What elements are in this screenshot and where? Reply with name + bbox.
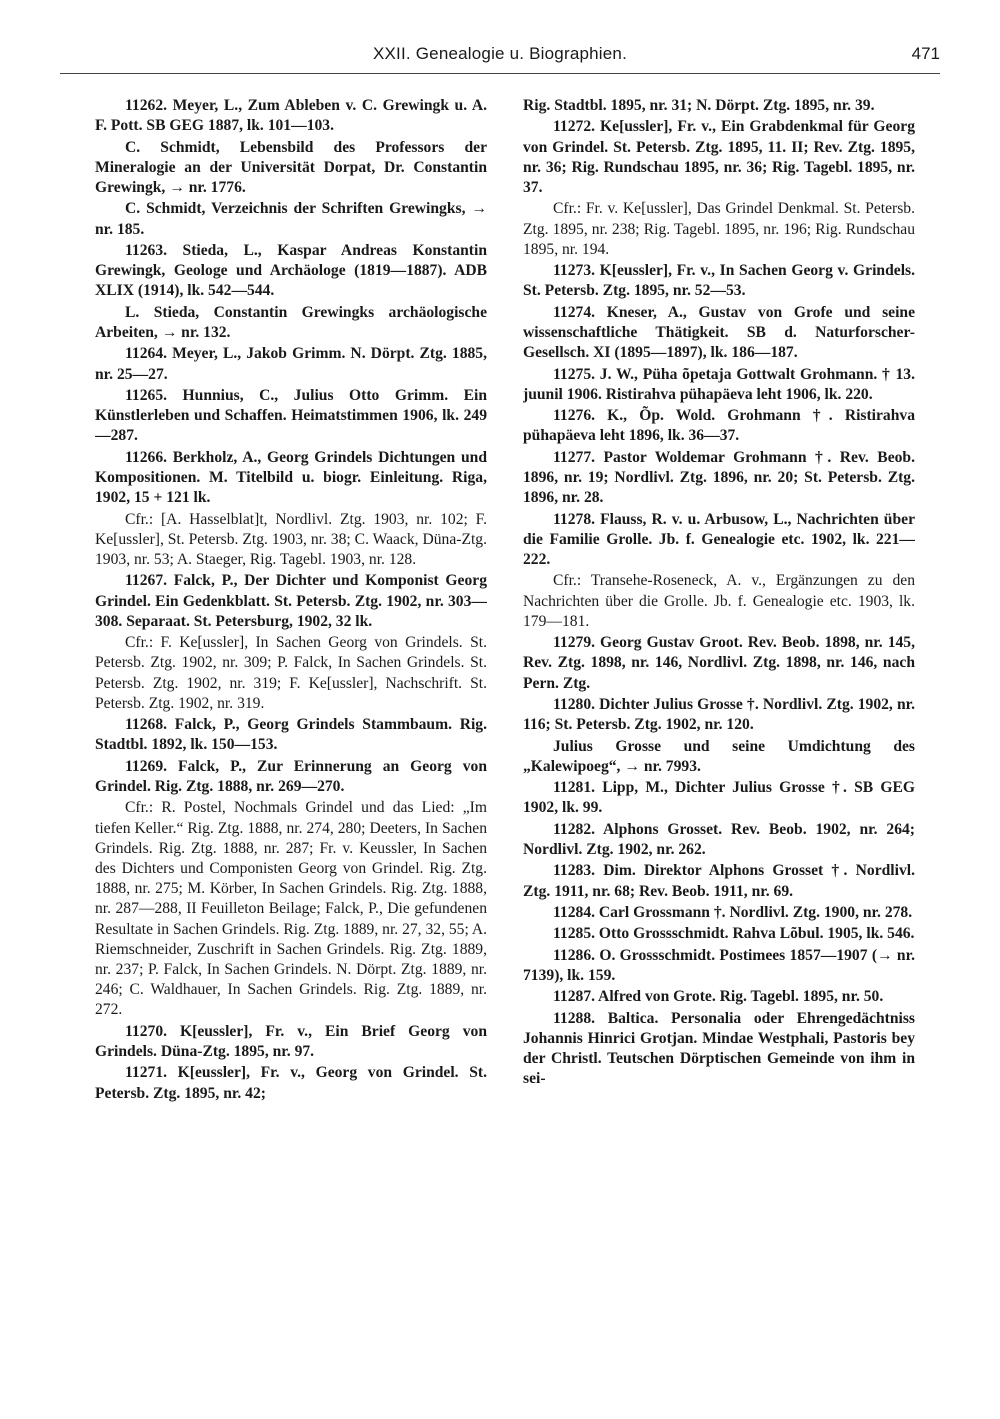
bibliography-entry: 11287. Alfred von Grote. Rig. Tagebl. 1895, nr. 50. [553, 988, 884, 1006]
right-column [523, 96, 915, 1091]
bibliography-entry: Julius Grosse und seine Umdichtung des „Kalewipoeg“, → nr. 7993. [523, 737, 915, 775]
bibliography-entry: 11270. K[eussler], Fr. v., Ein Brief Georg von Grindels. Düna-Ztg. 1895, nr. 97. [95, 1022, 487, 1060]
bibliography-entry: 11284. Carl Grossmann †. Nordlivl. Ztg. 1900, nr. 278. [553, 903, 913, 921]
bibliography-entry: 11276. K., Õp. Wold. Grohmann †. Ristirahva pühapäeva leht 1896, lk. 36—37. [523, 407, 915, 445]
bibliography-entry: 11272. Ke[ussler], Fr. v., Ein Grabdenkmal für Georg von Grindel. St. Petersb. Ztg. 1895, 11. II; Rev. Ztg. 1895, nr. 36; Rig. Rundschau 1895, nr. 36; Rig. Tagebl. 1895, nr. 37. [523, 118, 915, 196]
bibliography-entry: C. Schmidt, Lebensbild des Professors der Mineralogie an der Universität Dorpat, Dr. Constantin Grewingk, → nr. 1776. [95, 138, 487, 196]
bibliography-entry: 11271. K[eussler], Fr. v., Georg von Grindel. St. Petersb. Ztg. 1895, nr. 42; [95, 1064, 487, 1102]
bibliography-entry: Rig. Stadtbl. 1895, nr. 31; N. Dörpt. Ztg. 1895, nr. 39. [523, 97, 875, 114]
bibliography-entry: 11288. Baltica. Personalia oder Ehrengedächtniss Johannis Hinrici Grotjan. Mindae Westphali, Pastoris bey der Christl. Teutschen Dörptischen Gemeinde von ihm in sei- [523, 1009, 915, 1088]
bibliography-entry: Cfr.: Transehe-Roseneck, A. v., Ergänzungen zu den Nachrichten über die Grolle. Jb. f. Genealogie etc. 1903, lk. 179—181. [523, 572, 915, 630]
bibliography-entry: 11265. Hunnius, C., Julius Otto Grimm. Ein Künstlerleben und Schaffen. Heimatstimmen 1906, lk. 249—287. [95, 386, 487, 445]
bibliography-entry: 11283. Dim. Direktor Alphons Grosset †. Nordlivl. Ztg. 1911, nr. 68; Rev. Beob. 1911, nr. 69. [523, 862, 915, 900]
bibliography-entry: 11286. O. Grossschmidt. Postimees 1857—1907 (→ nr. 7139), lk. 159. [523, 946, 915, 984]
bibliography-entry: Cfr.: [A. Hasselblat]t, Nordlivl. Ztg. 1903, nr. 102; F. Ke[ussler], St. Petersb. Ztg. 1903, nr. 38; C. Waack, Düna-Ztg. 1903, nr. 53; A. Staeger, Rig. Tagebl. 1903, nr. 128. [95, 510, 487, 568]
bibliography-entry: 11275. J. W., Püha õpetaja Gottwalt Grohmann. † 13. juunil 1906. Ristirahva pühapäeva leht 1906, lk. 220. [523, 365, 915, 403]
page-number: 471 [911, 44, 940, 63]
page-header [60, 44, 940, 74]
bibliography-entry: 11269. Falck, P., Zur Erinnerung an Georg von Grindel. Rig. Ztg. 1888, nr. 269—270. [95, 757, 487, 795]
header-rule [60, 73, 940, 74]
bibliography-entry: 11279. Georg Gustav Groot. Rev. Beob. 1898, nr. 145, Rev. Ztg. 1898, nr. 146, Nordlivl. Ztg. 1898, nr. 146, nach Pern. Ztg. [523, 634, 915, 692]
bibliography-entry: Cfr.: F. Ke[ussler], In Sachen Georg von Grindels. St. Petersb. Ztg. 1902, nr. 309; P. Falck, In Sachen Grindels. St. Petersb. Ztg. 1902, nr. 319; F. Ke[ussler], Nachschrift. St. Petersb. Ztg. 1902, nr. 319. [95, 634, 487, 712]
bibliography-entry: 11277. Pastor Woldemar Grohmann †. Rev. Beob. 1896, nr. 19; Nordlivl. Ztg. 1896, nr. 20; St. Petersb. Ztg. 1896, nr. 28. [523, 448, 915, 507]
bibliography-entry: 11274. Kneser, A., Gustav von Grofe und seine wissenschaftliche Thätigkeit. SB d. Naturforscher-Gesellsch. XI (1895—1897), lk. 186—187. [523, 303, 915, 362]
bibliography-entry: 11281. Lipp, M., Dichter Julius Grosse †. SB GEG 1902, lk. 99. [523, 779, 915, 817]
bibliography-entry: 11268. Falck, P., Georg Grindels Stammbaum. Rig. Stadtbl. 1892, lk. 150—153. [95, 716, 487, 754]
bibliography-entry: C. Schmidt, Verzeichnis der Schriften Grewingks, → nr. 185. [95, 200, 487, 238]
bibliography-entry: Cfr.: R. Postel, Nochmals Grindel und das Lied: „Im tiefen Keller.“ Rig. Ztg. 1888, nr. 274, 280; Deeters, In Sachen Grindels. Rig. Ztg. 1888, nr. 287; Fr. v. Keussler, In Sachen des Dichters und Componisten Georg von Grindel. Rig. Ztg. 1888, nr. 275; M. Körber, In Sachen Grindels. Rig. Ztg. 1888, nr. 287—288, II Feuilleton Beilage; Falck, P., Die gefundenen Resultate in Sachen Grindels. Rig. Ztg. 1889, nr. 27, 32, 55; A. Riemschneider, Zuschrift in Sachen Grindels. Rig. Ztg. 1889, nr. 237; P. Falck, In Sachen Grindels. N. Dörpt. Ztg. 1889, nr. 246; C. Waldhauer, In Sachen Grindels. Rig. Ztg. 1889, nr. 272. [95, 799, 487, 1019]
bibliography-entry: 11267. Falck, P., Der Dichter und Komponist Georg Grindel. Ein Gedenkblatt. St. Petersb. Ztg. 1902, nr. 303—308. Separaat. St. Petersburg, 1902, 32 lk. [95, 572, 487, 630]
bibliography-entry: L. Stieda, Constantin Grewingks archäologische Arbeiten, → nr. 132. [95, 303, 487, 341]
bibliography-entry: 11264. Meyer, L., Jakob Grimm. N. Dörpt. Ztg. 1885, nr. 25—27. [95, 345, 487, 383]
bibliography-entry: 11273. K[eussler], Fr. v., In Sachen Georg v. Grindels. St. Petersb. Ztg. 1895, nr. 52—53. [523, 262, 915, 300]
left-column [95, 96, 487, 1105]
bibliography-entry: Cfr.: Fr. v. Ke[ussler], Das Grindel Denkmal. St. Petersb. Ztg. 1895, nr. 238; Rig. Tagebl. 1895, nr. 196; Rig. Rundschau 1895, nr. 194. [523, 200, 915, 258]
bibliography-entry: 11285. Otto Grossschmidt. Rahva Lõbul. 1905, lk. 546. [553, 925, 915, 943]
bibliography-entry: 11278. Flauss, R. v. u. Arbusow, L., Nachrichten über die Familie Grolle. Jb. f. Genealogie etc. 1902, lk. 221—222. [523, 510, 915, 568]
bibliography-entry: 11262. Meyer, L., Zum Ableben v. C. Grewingk u. A. F. Pott. SB GEG 1887, lk. 101—103. [95, 97, 487, 135]
bibliography-entry: 11266. Berkholz, A., Georg Grindels Dichtungen und Kompositionen. M. Titelbild u. biogr. Einleitung. Riga, 1902, 15 + 121 lk. [95, 448, 487, 507]
bibliography-entry: 11263. Stieda, L., Kaspar Andreas Konstantin Grewingk, Geologe und Archäologe (1819—1887). ADB XLIX (1914), lk. 542—544. [95, 241, 487, 300]
bibliography-entry: 11280. Dichter Julius Grosse †. Nordlivl. Ztg. 1902, nr. 116; St. Petersb. Ztg. 1902, nr. 120. [523, 695, 915, 734]
bibliography-entry: 11282. Alphons Grosset. Rev. Beob. 1902, nr. 264; Nordlivl. Ztg. 1902, nr. 262. [523, 820, 915, 858]
running-title: XXII. Genealogie u. Biographien. [372, 44, 627, 63]
